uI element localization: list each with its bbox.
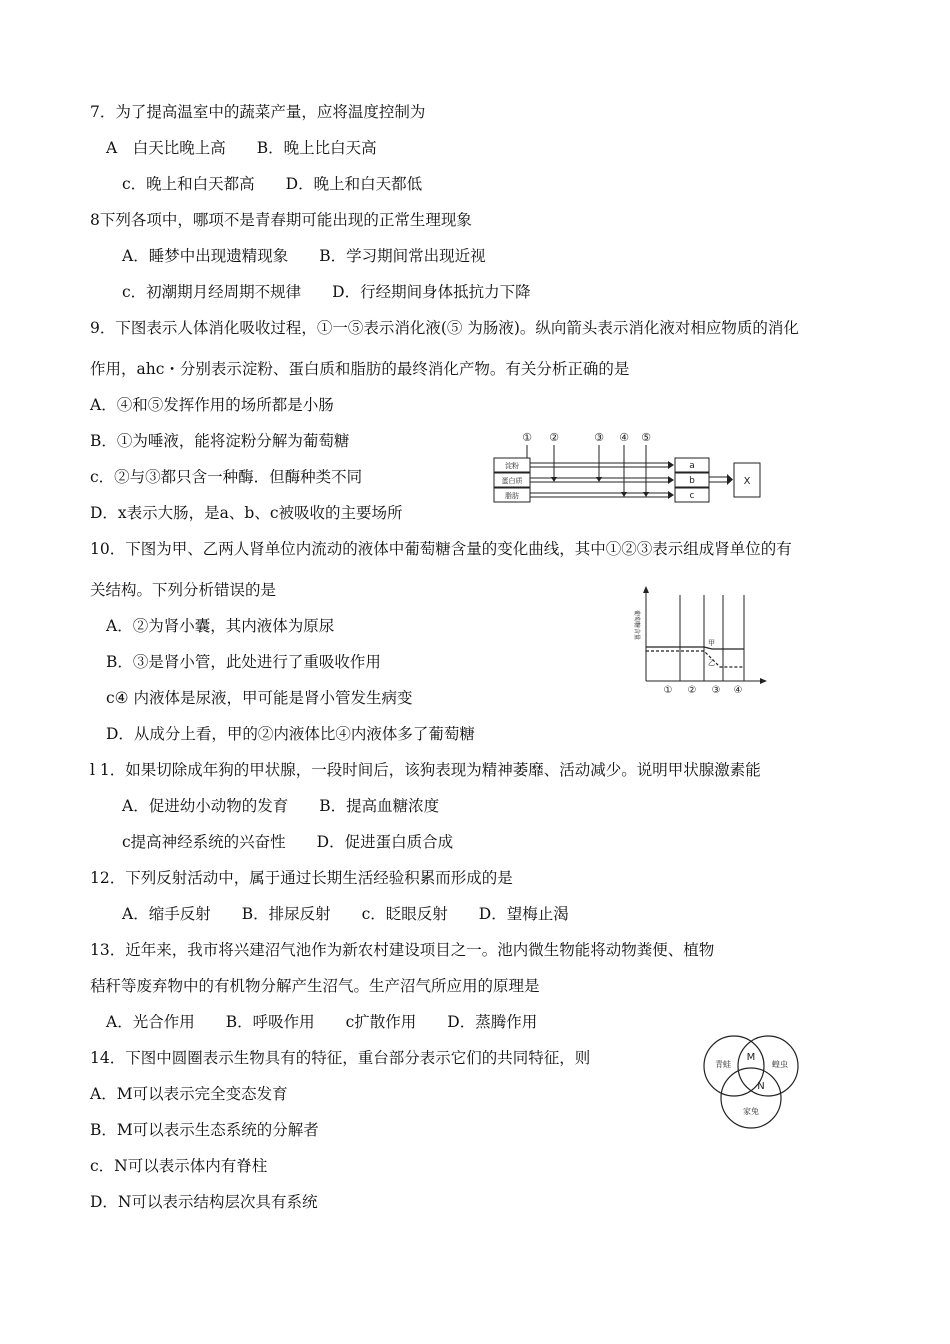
q12-options: A．缩手反射 B．排尿反射 c．眨眼反射 D．望梅止渴 xyxy=(122,905,569,923)
y-axis-label: 葡萄糖含量 xyxy=(633,609,640,641)
arrow-label-4: ④ xyxy=(619,431,629,444)
q13-stem-line1: 13．近年来，我市将兴建沼气池作为新农村建设项目之一。池内微生物能将动物粪便、植物 xyxy=(90,941,715,959)
x-label-4: ④ xyxy=(733,685,743,696)
q10-stem-line2: 关结构。下列分析错误的是 xyxy=(90,581,277,599)
q9-option-a: A．④和⑤发挥作用的场所都是小肠 xyxy=(90,396,334,414)
q7-stem: 7．为了提高温室中的蔬菜产量，应将温度控制为 xyxy=(90,103,426,121)
q10-option-a: A．②为肾小囊，其内液体为原尿 xyxy=(106,617,335,635)
circle-locust xyxy=(738,1036,798,1096)
overlap-label-n: N xyxy=(757,1081,765,1092)
q7-options-cd: c．晚上和白天都高 D．晚上和白天都低 xyxy=(122,175,423,193)
arrow-label-5: ⑤ xyxy=(641,431,651,444)
q9-stem-line1: 9．下图表示人体消化吸收过程，①一⑤表示消化液(⑤ 为肠液)。纵向箭头表示消化液对相应物质的消化 xyxy=(90,319,799,337)
q13-stem-line2: 秸秆等废弃物中的有机物分解产生沼气。生产沼气所应用的原理是 xyxy=(90,977,540,995)
q9-option-b: B．①为唾液，能将淀粉分解为葡萄糖 xyxy=(90,432,350,450)
circle-frog xyxy=(704,1036,764,1096)
glucose-curve-chart xyxy=(620,585,770,703)
q10-option-b: B．③是肾小管，此处进行了重吸收作用 xyxy=(106,653,381,671)
row-label-protein: 蛋白质 xyxy=(501,477,523,485)
arrow-label-1: ① xyxy=(522,431,532,444)
q14-option-d: D．N可以表示结构层次具有系统 xyxy=(90,1193,318,1211)
target-x-label: X xyxy=(743,476,751,487)
q10-option-c: c④ 内液体是尿液，甲可能是肾小管发生病变 xyxy=(106,689,413,707)
q10-stem-line1: 10．下图为甲、乙两人肾单位内流动的液体中葡萄糖含量的变化曲线，其中①②③表示组成肾单位的有 xyxy=(90,540,792,558)
q11-stem: l 1．如果切除成年狗的甲状腺，一段时间后，该狗表现为精神萎靡、活动减少。说明甲状腺激素能 xyxy=(90,761,761,779)
q14-stem: 14．下图中圆圈表示生物具有的特征，重台部分表示它们的共同特征，则 xyxy=(90,1049,591,1067)
set-label-frog: 青蛙 xyxy=(715,1060,731,1069)
curve-jia xyxy=(646,647,744,649)
q13-options: A．光合作用 B．呼吸作用 c扩散作用 D．蒸腾作用 xyxy=(106,1013,538,1031)
q9-option-c: c．②与③都只含一种酶．但酶种类不同 xyxy=(90,468,363,486)
overlap-label-m: M xyxy=(746,1052,756,1063)
x-label-1: ① xyxy=(663,685,673,696)
x-label-3: ③ xyxy=(711,685,721,696)
set-label-locust: 蝗虫 xyxy=(772,1060,788,1069)
x-label-2: ② xyxy=(687,685,697,696)
q7-options-ab: A 白天比晚上高 B．晚上比白天高 xyxy=(106,139,377,157)
product-a: a xyxy=(689,461,695,471)
q11-options-ab: A．促进幼小动物的发育 B．提高血糖浓度 xyxy=(122,797,440,815)
q14-option-b: B．M可以表示生态系统的分解者 xyxy=(90,1121,319,1139)
q12-stem: 12．下列反射活动中，属于通过长期生活经验积累而形成的是 xyxy=(90,869,513,887)
row-label-starch: 淀粉 xyxy=(505,462,519,470)
arrow-label-3: ③ xyxy=(594,431,604,444)
curve-label-jia: 甲 xyxy=(708,639,715,647)
q14-option-c: c．N可以表示体内有脊柱 xyxy=(90,1157,268,1175)
arrow-label-2: ② xyxy=(549,431,559,444)
curve-label-yi: 乙 xyxy=(708,659,715,667)
digestion-diagram xyxy=(490,425,775,510)
q10-option-d: D．从成分上看，甲的②内液体比④内液体多了葡萄糖 xyxy=(106,725,475,743)
row-label-fat: 脂肪 xyxy=(505,492,519,500)
set-label-rabbit: 家兔 xyxy=(743,1107,759,1116)
q8-options-ab: A．睡梦中出现遗精现象 B．学习期间常出现近视 xyxy=(122,247,486,265)
q8-stem: 8下列各项中，哪项不是青春期可能出现的正常生理现象 xyxy=(90,211,472,229)
venn-diagram xyxy=(690,1022,822,1140)
q9-stem-line2: 作用，ahc・分别表示淀粉、蛋白质和脂肪的最终消化产物。有关分析正确的是 xyxy=(90,360,630,378)
q14-option-a: A．M可以表示完全变态发育 xyxy=(90,1085,288,1103)
circle-rabbit xyxy=(721,1068,781,1128)
q8-options-cd: c．初潮期月经周期不规律 D．行经期间身体抵抗力下降 xyxy=(122,283,531,301)
product-b: b xyxy=(689,476,695,486)
curve-yi xyxy=(646,651,744,667)
q11-options-cd: c提高神经系统的兴奋性 D．促进蛋白质合成 xyxy=(122,833,454,851)
product-c: c xyxy=(689,491,695,501)
q9-option-d: D．x表示大肠，是a、b、c被吸收的主要场所 xyxy=(90,504,403,522)
